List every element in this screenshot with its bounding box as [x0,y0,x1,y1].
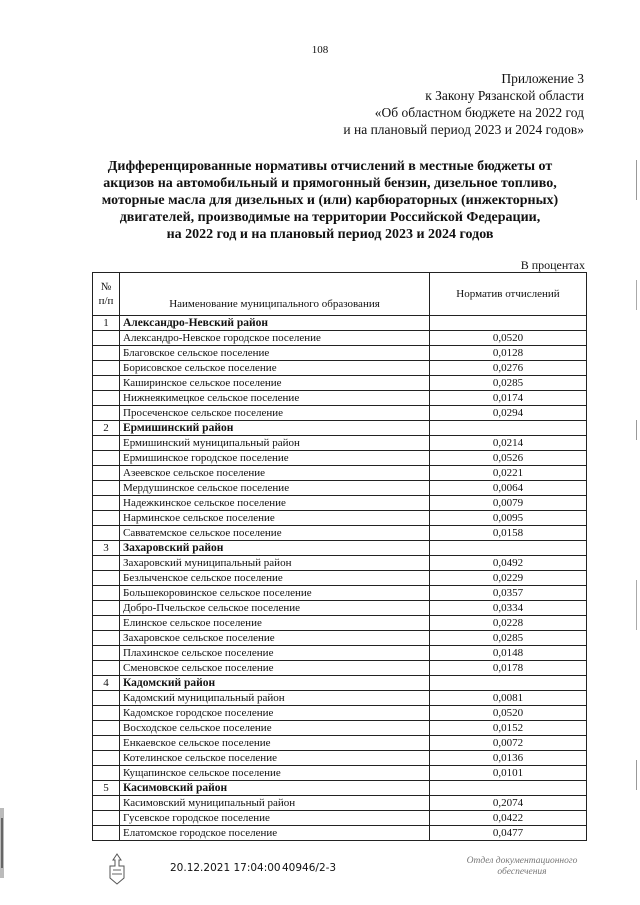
municipality-name: Гусевское городское поселение [120,811,430,826]
table-row [93,376,587,391]
row-number-cell [93,466,120,481]
table-row [93,496,587,511]
page-number: 108 [311,44,329,56]
header-name: Наименование муниципального образования [120,273,430,316]
table-row [93,736,587,751]
table-row [93,391,587,406]
scan-edge-marks [634,160,640,880]
stamp-line-1: Отдел документационного [466,856,578,866]
municipality-name: Захаровский муниципальный район [120,556,430,571]
district-row [93,541,587,556]
norm-value: 0,0081 [430,691,587,706]
row-number-cell [93,481,120,496]
appendix-line-1: Приложение 3 [501,71,584,86]
norm-value: 0,0221 [430,466,587,481]
district-name: Кадомский район [120,676,430,691]
district-value-cell [430,421,587,436]
title-line-5: на 2022 год и на плановый период 2023 и 2024 годов [166,227,494,242]
row-number-cell [93,346,120,361]
row-number-cell [93,721,120,736]
municipality-name: Савватемское сельское поселение [120,526,430,541]
norm-value: 0,0276 [430,361,587,376]
row-number-cell [93,796,120,811]
title-line-3: моторные масла для дизельных и (или) карбюраторных (инжекторных) [101,193,559,208]
district-name: Захаровский район [120,541,430,556]
municipality-name: Кущапинское сельское поселение [120,766,430,781]
municipality-name: Сменовское сельское поселение [120,661,430,676]
table-body [93,316,587,841]
municipality-name: Ермишинский муниципальный район [120,436,430,451]
municipality-name: Плахинское сельское поселение [120,646,430,661]
title-line-2: акцизов на автомобильный и прямогонный бензин, дизельное топливо, [103,176,557,191]
district-value-cell [430,316,587,331]
norm-value: 0,0148 [430,646,587,661]
row-number-cell [93,496,120,511]
row-number-cell [93,391,120,406]
title-line-4: двигателей, производимые на территории Российской Федерации, [119,210,541,225]
district-number: 2 [93,421,120,436]
row-number-cell [93,601,120,616]
row-number-cell [93,526,120,541]
norm-value: 0,0136 [430,751,587,766]
municipality-name: Кадомское городское поселение [120,706,430,721]
municipality-name: Надежкинское сельское поселение [120,496,430,511]
stamp-line-2: обеспечения [497,867,547,877]
table-row [93,646,587,661]
scan-binding-mark [0,808,6,878]
units-label: В процентах [520,258,585,272]
appendix-line-4: и на плановый период 2023 и 2024 годов» [343,122,584,137]
row-number-cell [93,361,120,376]
norm-value: 0,2074 [430,796,587,811]
row-number-cell [93,376,120,391]
appendix-line-3: «Об областном бюджете на 2022 год [374,105,584,120]
district-row [93,316,587,331]
table-row [93,451,587,466]
district-value-cell [430,676,587,691]
table-row [93,766,587,781]
municipality-name: Котелинское сельское поселение [120,751,430,766]
header-norm: Норматив отчислений [430,273,587,316]
table-row [93,586,587,601]
norm-value: 0,0294 [430,406,587,421]
municipality-name: Безлыченское сельское поселение [120,571,430,586]
table-row [93,691,587,706]
municipality-name: Добро-Пчельское сельское поселение [120,601,430,616]
table-row [93,706,587,721]
table-row [93,721,587,736]
norm-value: 0,0285 [430,631,587,646]
table-row [93,601,587,616]
municipality-name: Борисовское сельское поселение [120,361,430,376]
district-number: 3 [93,541,120,556]
footer-document-id: 40946/2-3 [282,862,337,874]
norm-value: 0,0174 [430,391,587,406]
norm-value: 0,0101 [430,766,587,781]
row-number-cell [93,406,120,421]
district-value-cell [430,541,587,556]
norm-value: 0,0128 [430,346,587,361]
municipality-name: Касимовский муниципальный район [120,796,430,811]
table-row [93,556,587,571]
row-number-cell [93,646,120,661]
norm-value: 0,0285 [430,376,587,391]
norm-value: 0,0214 [430,436,587,451]
district-number: 1 [93,316,120,331]
norm-value: 0,0520 [430,706,587,721]
row-number-cell [93,661,120,676]
norm-value: 0,0229 [430,571,587,586]
table-row [93,616,587,631]
appendix-line-2: к Закону Рязанской области [425,88,584,103]
table-row [93,661,587,676]
table-row [93,511,587,526]
table-row [93,331,587,346]
norm-value: 0,0477 [430,826,587,841]
row-number-cell [93,811,120,826]
municipality-name: Азеевское сельское поселение [120,466,430,481]
municipality-name: Большекоровинское сельское поселение [120,586,430,601]
row-number-cell [93,826,120,841]
norm-value: 0,0064 [430,481,587,496]
table-row [93,751,587,766]
district-row [93,676,587,691]
municipality-name: Нижнеякимецкое сельское поселение [120,391,430,406]
table-row [93,811,587,826]
row-number-cell [93,511,120,526]
row-number-cell [93,331,120,346]
table-row [93,436,587,451]
row-number-cell [93,706,120,721]
district-row [93,421,587,436]
district-number: 4 [93,676,120,691]
table-row [93,361,587,376]
norm-value: 0,0178 [430,661,587,676]
row-number-cell [93,616,120,631]
municipality-name: Каширинское сельское поселение [120,376,430,391]
row-number-cell [93,736,120,751]
row-number-cell [93,691,120,706]
municipality-name: Нарминское сельское поселение [120,511,430,526]
municipality-name: Благовское сельское поселение [120,346,430,361]
norm-value: 0,0520 [430,331,587,346]
row-number-cell [93,451,120,466]
table-row [93,571,587,586]
document-title [70,158,590,243]
norm-value: 0,0152 [430,721,587,736]
norm-value: 0,0158 [430,526,587,541]
table-row [93,481,587,496]
header-num [93,273,120,316]
district-name: Касимовский район [120,781,430,796]
row-number-cell [93,586,120,601]
district-name: Ермишинский район [120,421,430,436]
department-stamp [462,856,582,878]
municipality-name: Енкаевское сельское поселение [120,736,430,751]
table-row [93,466,587,481]
municipality-name: Елатомское городское поселение [120,826,430,841]
district-row [93,781,587,796]
table-row [93,526,587,541]
row-number-cell [93,631,120,646]
table-row [93,796,587,811]
norms-table [92,272,587,841]
table-row [93,406,587,421]
row-number-cell [93,766,120,781]
norm-value: 0,0228 [430,616,587,631]
district-name: Александро-Невский район [120,316,430,331]
appendix-header [343,70,584,138]
municipality-name: Захаровское сельское поселение [120,631,430,646]
header-num-line-1: № [100,281,112,293]
norm-value: 0,0422 [430,811,587,826]
row-number-cell [93,571,120,586]
row-number-cell [93,556,120,571]
row-number-cell [93,436,120,451]
norm-value: 0,0072 [430,736,587,751]
municipality-name: Елинское сельское поселение [120,616,430,631]
table-row [93,631,587,646]
norm-value: 0,0334 [430,601,587,616]
table-header-row [93,273,587,316]
norm-value: 0,0357 [430,586,587,601]
table-row [93,346,587,361]
table-row [93,826,587,841]
municipality-name: Кадомский муниципальный район [120,691,430,706]
norm-value: 0,0492 [430,556,587,571]
coat-of-arms-icon [106,852,128,886]
norm-value: 0,0526 [430,451,587,466]
row-number-cell [93,751,120,766]
district-number: 5 [93,781,120,796]
municipality-name: Просеченское сельское поселение [120,406,430,421]
norm-value: 0,0095 [430,511,587,526]
municipality-name: Александро-Невское городское поселение [120,331,430,346]
title-line-1: Дифференцированные нормативы отчислений в местные бюджеты от [107,159,553,174]
norm-value: 0,0079 [430,496,587,511]
district-value-cell [430,781,587,796]
municipality-name: Ермишинское городское поселение [120,451,430,466]
footer-datetime: 20.12.2021 17:04:00 [170,862,281,874]
header-num-line-2: п/п [98,295,114,307]
municipality-name: Восходское сельское поселение [120,721,430,736]
municipality-name: Мердушинское сельское поселение [120,481,430,496]
